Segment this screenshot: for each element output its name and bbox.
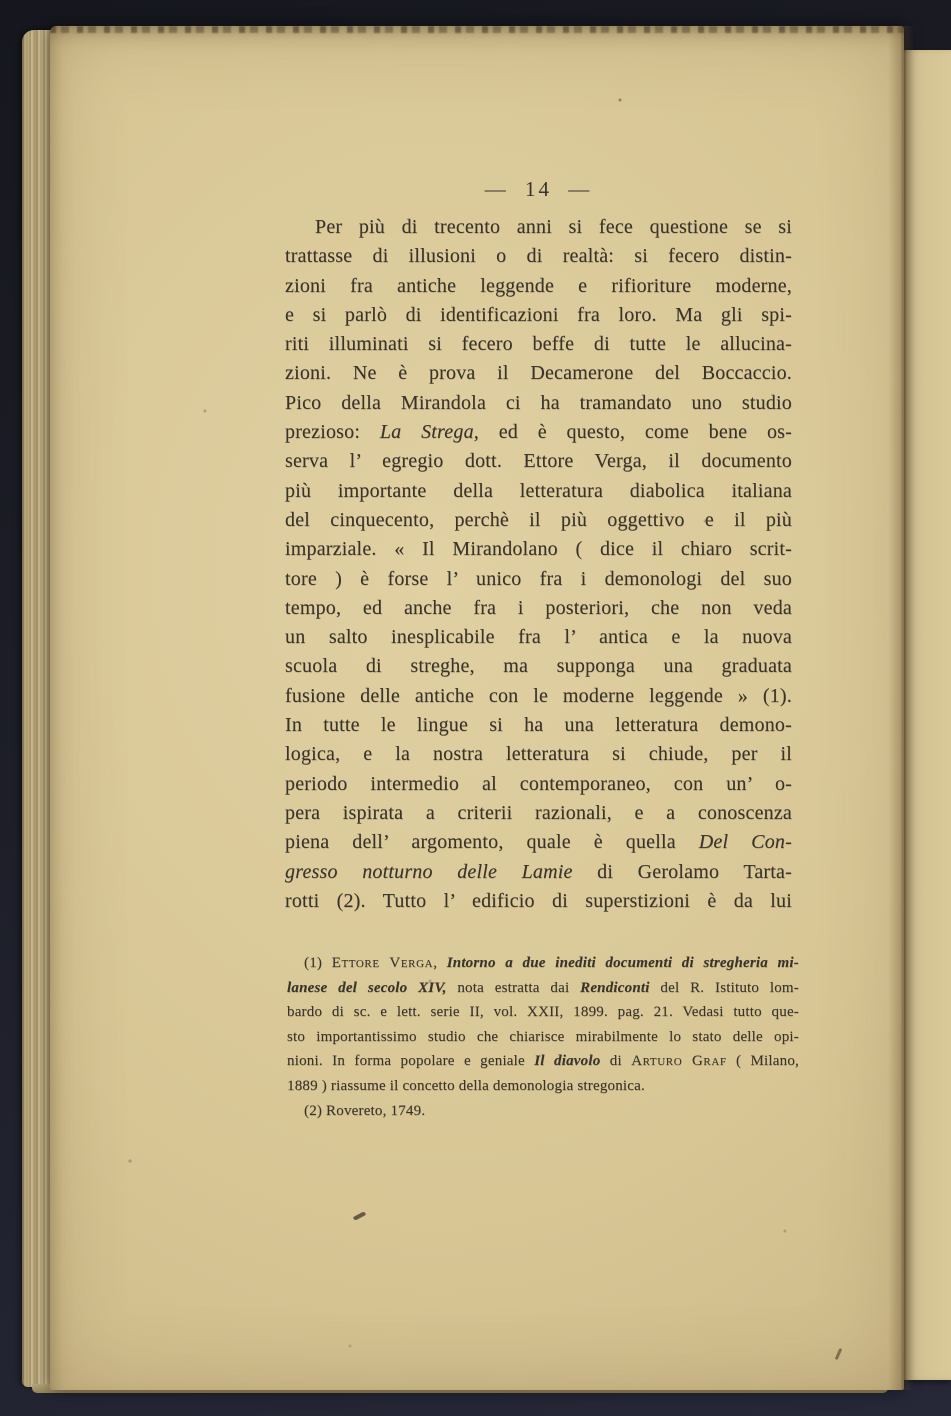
text-line bbox=[285, 711, 792, 740]
text: zioni. Ne è prova il Decamerone del Boccaccio. bbox=[285, 362, 792, 385]
text-line bbox=[285, 623, 792, 652]
text: sto importantissimo studio che chiarisce mirabilmente lo stato delle opi- bbox=[287, 1028, 799, 1045]
text: (1) bbox=[304, 955, 332, 971]
text: bardo di sc. e lett. serie II, vol. XXII, 1899. pag. 21. Vedasi tutto que- bbox=[287, 1004, 799, 1021]
text-line bbox=[285, 301, 792, 330]
page-number: — 14 — bbox=[484, 177, 593, 201]
text: e si parlò di identificazioni fra loro. Ma gli spi- bbox=[285, 303, 792, 326]
text-line bbox=[285, 213, 792, 242]
text-line bbox=[285, 389, 792, 418]
smallcaps-name: Arturo Graf bbox=[631, 1053, 727, 1070]
italic-text: Intorno a due inediti documenti di stregheria mi- bbox=[446, 955, 799, 971]
text-line bbox=[285, 418, 792, 447]
text: di Gerolamo Tarta- bbox=[572, 860, 792, 883]
ink-fleck bbox=[353, 1211, 366, 1221]
text: fusione delle antiche con le moderne leggende » (1). bbox=[285, 684, 792, 707]
text: zioni fra antiche leggende e rifioriture moderne, bbox=[285, 274, 792, 297]
adjacent-page bbox=[902, 50, 951, 1380]
text-line bbox=[285, 535, 792, 564]
text: periodo intermedio al contemporaneo, con un’ o- bbox=[285, 772, 792, 795]
italic-text: Il diavolo bbox=[534, 1053, 601, 1070]
text: scuola di streghe, ma supponga una graduata bbox=[285, 655, 792, 678]
text: più importante della letteratura diabolica italiana bbox=[285, 479, 792, 502]
text-line bbox=[285, 858, 792, 887]
text-line bbox=[285, 447, 792, 476]
italic-text: Del Con- bbox=[698, 831, 792, 854]
text-line bbox=[285, 799, 792, 828]
body-text bbox=[285, 213, 792, 916]
text: nioni. In forma popolare e geniale bbox=[287, 1053, 535, 1070]
text-line bbox=[285, 477, 792, 506]
text-line bbox=[285, 682, 792, 711]
text: tempo, ed anche fra i posteriori, che non veda bbox=[285, 596, 792, 619]
text: (2) Rovereto, 1749. bbox=[304, 1102, 426, 1119]
text-line bbox=[285, 359, 792, 388]
text: Pico della Mirandola ci ha tramandato uno studio bbox=[285, 391, 792, 414]
text-line bbox=[287, 1049, 799, 1074]
text-line bbox=[285, 652, 792, 681]
italic-text: lanese del secolo XIV, bbox=[287, 979, 447, 996]
text-line bbox=[287, 1025, 799, 1050]
page-top-grime bbox=[50, 26, 904, 33]
text: rotti (2). Tutto l’ edificio di superstizioni è da lui bbox=[285, 889, 792, 912]
text-line bbox=[287, 951, 799, 976]
text-line bbox=[285, 770, 792, 799]
text-line bbox=[287, 1099, 799, 1124]
text: piena dell’ argomento, quale è quella bbox=[285, 831, 699, 854]
text: trattasse di illusioni o di realtà: si fecero distin- bbox=[285, 245, 792, 268]
text: del cinquecento, perchè il più oggettivo e il più bbox=[285, 508, 792, 531]
text: logica, e la nostra letteratura si chiude, per il bbox=[285, 743, 792, 766]
text: 1889 ) riassume il concetto della demonologia stregonica. bbox=[287, 1077, 645, 1094]
text: un salto inesplicabile fra l’ antica e la nuova bbox=[285, 626, 792, 649]
italic-text: Rendiconti bbox=[580, 979, 650, 996]
text: di bbox=[600, 1053, 632, 1070]
book-page bbox=[50, 26, 904, 1390]
text-line bbox=[285, 506, 792, 535]
italic-text: gresso notturno delle Lamie bbox=[285, 860, 573, 883]
text: ed è questo, come bene os- bbox=[478, 421, 792, 444]
text: Per più di trecento anni si fece questione se si bbox=[315, 216, 792, 238]
text-line bbox=[285, 828, 792, 857]
text: serva l’ egregio dott. Ettore Verga, il documento bbox=[285, 450, 792, 473]
text: riti illuminati si fecero beffe di tutte le allucina- bbox=[285, 333, 792, 356]
text: pera ispirata a criterii razionali, e a conoscenza bbox=[285, 801, 792, 824]
text: nota estratta dai bbox=[446, 979, 581, 996]
text: imparziale. « Il Mirandolano ( dice il chiaro scrit- bbox=[285, 538, 792, 561]
text-line bbox=[285, 740, 792, 769]
text-line bbox=[287, 1074, 799, 1099]
text: , bbox=[433, 955, 447, 971]
italic-text: La Strega, bbox=[379, 421, 479, 444]
text: prezioso: bbox=[285, 421, 380, 444]
text-line bbox=[285, 887, 792, 916]
text-line bbox=[285, 272, 792, 301]
text-line bbox=[285, 565, 792, 594]
text-line bbox=[287, 1000, 799, 1025]
text: In tutte le lingue si ha una letteratura demono- bbox=[285, 714, 792, 737]
text: tore ) è forse l’ unico fra i demonologi del suo bbox=[285, 567, 792, 590]
text-line bbox=[285, 242, 792, 271]
text-line bbox=[285, 330, 792, 359]
footnotes bbox=[287, 951, 799, 1123]
text-line bbox=[285, 594, 792, 623]
text: ( Milano, bbox=[726, 1053, 800, 1070]
smallcaps-name: Ettore Verga bbox=[331, 955, 434, 971]
text-line bbox=[287, 976, 799, 1001]
text: del R. Istituto lom- bbox=[649, 979, 799, 996]
ink-fleck bbox=[835, 1348, 843, 1360]
